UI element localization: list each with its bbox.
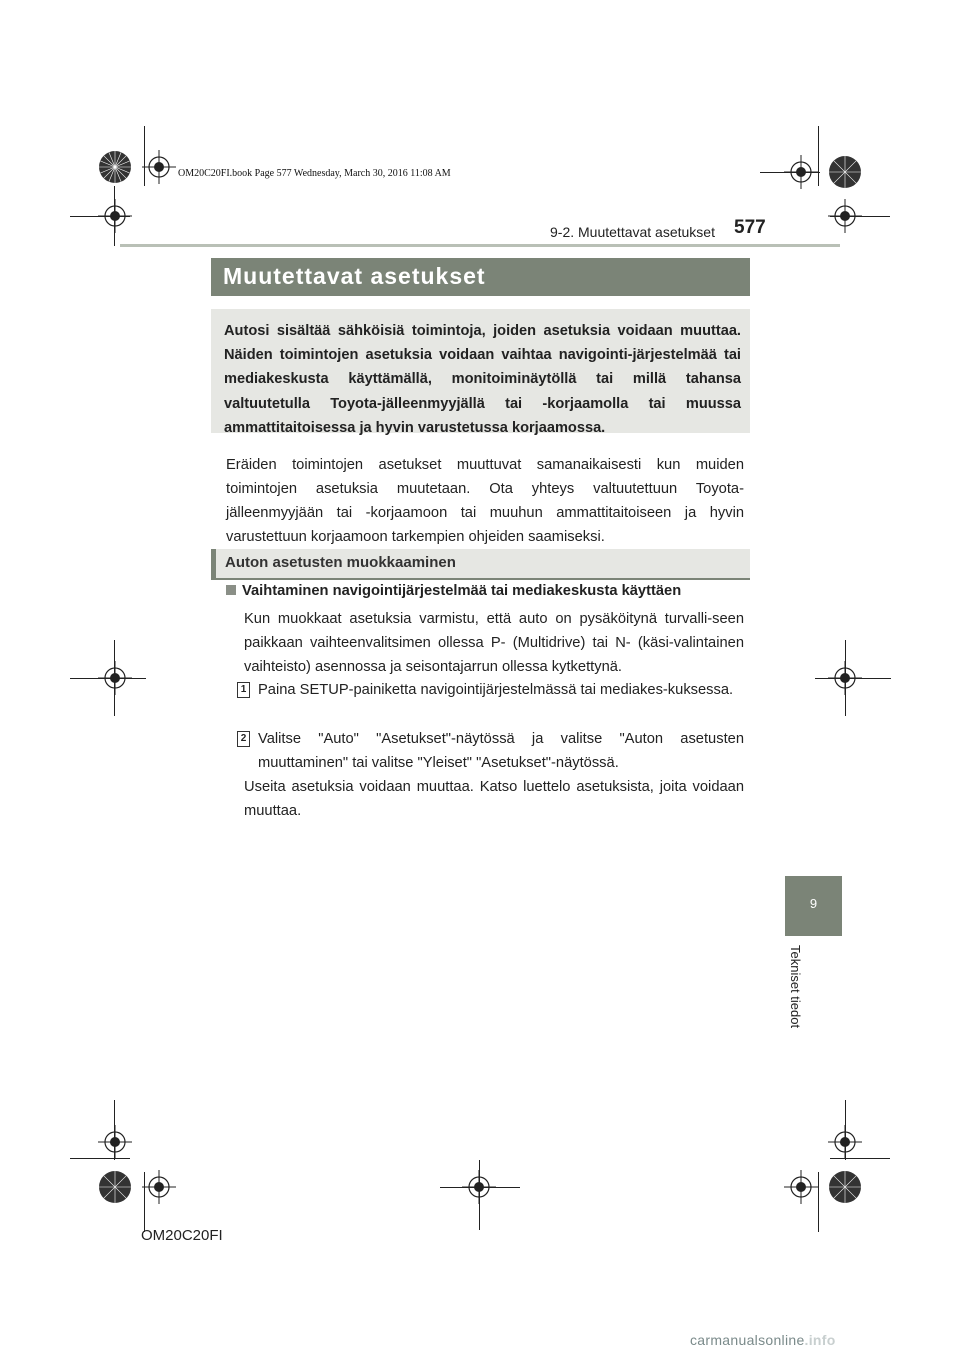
chapter-number: 9 [809, 896, 818, 911]
section-reference: 9-2. Muutettavat asetukset [550, 224, 715, 240]
page-number: 577 [734, 217, 766, 238]
sub-header [211, 549, 750, 580]
step-number-1: 1 [237, 682, 250, 698]
book-info: OM20C20FI.book Page 577 Wednesday, March 30, 2016 11:08 AM [178, 168, 451, 179]
intro-text: Autosi sisältää sähköisiä toimintoja, joiden asetuksia voidaan muuttaa. Näiden toimintojen asetuksia voidaan vaihtaa navigointi-järjestelmää tai mediakeskusta käyttämällä, monitoiminäytöllä tai millä tahansa valtuutetulla Toyota-jälleenmyyjällä tai -korjaamolla tai muussa ammattitaitoisessa ja hyvin varustetussa korjaamossa. [224, 323, 741, 436]
chapter-label-text: Tekniset tiedot [788, 945, 803, 1029]
registration-sunburst-icon [828, 1170, 862, 1204]
registration-target-icon [98, 199, 132, 233]
bullet-heading [226, 583, 681, 599]
step-number-2: 2 [237, 731, 250, 747]
registration-sunburst-icon [98, 1170, 132, 1204]
registration-target-icon [142, 150, 176, 184]
registration-target-icon [142, 1170, 176, 1204]
body-paragraph: Eräiden toimintojen asetukset muuttuvat samanaikaisesti kun muiden toimintojen asetuksia muutetaan. Ota yhteys valtuutettuun Toyota-jälleenmyyjään tai -korjaamoon tai muuhun ammattitaitoiseen ja hyvin varustettuun korjaamoon tarkempien ohjeiden saamiseksi. [226, 457, 744, 545]
step-text-1: Paina SETUP-painiketta navigointijärjestelmässä tai mediakes-kuksessa. [258, 682, 734, 698]
sub-header-title: Auton asetusten muokkaaminen [225, 554, 456, 571]
footer-code: OM20C20FI [141, 1227, 223, 1244]
chapter-label [788, 945, 806, 1045]
bullet-heading-text: Vaihtaminen navigointijärjestelmää tai mediakeskusta käyttäen [242, 583, 682, 599]
registration-target-icon [98, 1125, 132, 1159]
closing-paragraph: Useita asetuksia voidaan muuttaa. Katso luettelo asetuksista, joita voidaan muuttaa. [244, 779, 744, 819]
registration-sunburst-icon [98, 150, 132, 184]
square-bullet-icon [226, 585, 236, 595]
main-title-bar [211, 258, 750, 296]
watermark-prefix: carmanualsonline [690, 1332, 805, 1348]
watermark [690, 1332, 836, 1348]
watermark-suffix: .info [804, 1332, 836, 1348]
main-title: Muutettavat asetukset [223, 263, 486, 289]
chapter-tab[interactable] [785, 876, 842, 936]
header-divider [120, 244, 840, 247]
registration-sunburst-icon [828, 155, 862, 189]
registration-target-icon [784, 1170, 818, 1204]
step-text-2: Valitse "Auto" "Asetukset"-näytössä ja valitse "Auton asetusten muuttaminen" tai valitse "Yleiset" "Asetukset"-näytössä. [258, 731, 744, 771]
bullet-paragraph: Kun muokkaat asetuksia varmistu, että auto on pysäköitynä turvalli-seen paikkaan vaihteenvalitsimen ollessa P- (Multidrive) tai N- (käsi-valintainen vaihteisto) asennossa ja seisontajarrun ollessa kytkettynä. [244, 611, 744, 675]
intro-box [211, 309, 750, 436]
